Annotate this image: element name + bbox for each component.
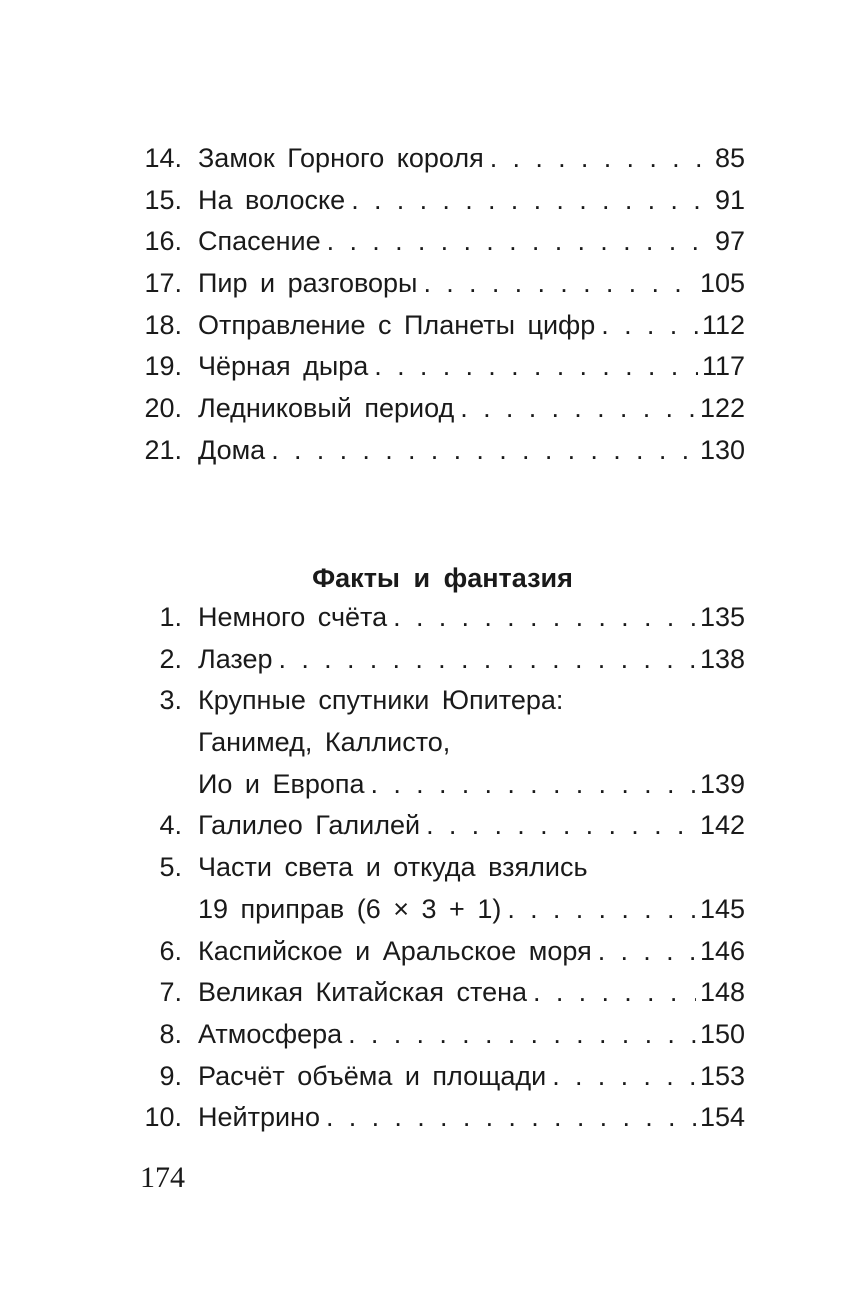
entry-title: Атмосфера [198, 1018, 343, 1049]
toc-entry-continuation [140, 722, 745, 764]
entry-title: Замок Горного короля [198, 143, 484, 173]
entry-number: 17. [144, 268, 182, 299]
entry-page: 97 [714, 226, 745, 257]
dot-leader [327, 221, 711, 263]
toc-entry [140, 1056, 745, 1098]
entry-title: Великая Китайская стена [198, 977, 528, 1008]
entry-page: 122 [699, 393, 745, 424]
entry-page: 117 [701, 351, 745, 382]
dot-leader [490, 138, 711, 180]
entry-page: 150 [699, 1018, 745, 1049]
toc-entry [140, 138, 745, 180]
entry-number: 21. [144, 434, 182, 465]
dot-leader [426, 805, 696, 847]
entry-title: Немного счёта [198, 602, 388, 632]
dot-leader [552, 1056, 696, 1098]
entry-title: Нейтрино [198, 1102, 320, 1133]
dot-leader [326, 1097, 696, 1139]
entry-page: 138 [699, 643, 745, 674]
entry-number: 14. [144, 143, 182, 173]
entry-number: 8. [159, 1018, 182, 1049]
entry-title-line: Ганимед, Каллисто, [198, 727, 451, 758]
entry-number: 6. [159, 935, 182, 966]
entry-title: На волоске [198, 184, 346, 215]
entry-title: Чёрная дыра [198, 351, 369, 382]
dot-leader [460, 388, 696, 430]
entry-title: Расчёт объёма и площади [198, 1060, 547, 1091]
toc-entry-continuation [140, 889, 745, 931]
entry-number: 9. [159, 1060, 182, 1091]
toc-entry [140, 221, 745, 263]
entry-title: Лазер [198, 643, 273, 674]
dot-leader [348, 1014, 696, 1056]
entry-page: 148 [699, 977, 745, 1008]
entry-number: 20. [144, 393, 182, 424]
dot-leader [279, 639, 696, 681]
entry-page: 85 [714, 143, 745, 173]
dot-leader [598, 931, 696, 973]
entry-number: 10. [144, 1102, 182, 1133]
section-title: Факты и фантазия [312, 563, 573, 593]
entry-title: Ледниковый период [198, 393, 455, 424]
toc-entry [140, 972, 745, 1014]
toc-entry [140, 263, 745, 305]
entry-title: Пир и разговоры [198, 268, 418, 299]
entry-title-line: 19 приправ (6 × 3 + 1) [198, 893, 502, 924]
toc-entry [140, 931, 745, 973]
dot-leader [351, 180, 711, 222]
toc-entry [140, 180, 745, 222]
toc-entry [140, 847, 745, 889]
entry-title: Отправление с Планеты цифр [198, 309, 596, 340]
entry-number: 15. [144, 184, 182, 215]
entry-page: 91 [714, 184, 745, 215]
toc-entry [140, 346, 745, 388]
entry-page: 145 [699, 893, 745, 924]
entry-title-line: Ио и Европа [198, 768, 365, 799]
entry-page: 139 [699, 768, 745, 799]
entry-title: Дома [198, 434, 266, 465]
toc-entry [140, 597, 745, 639]
entry-number: 1. [159, 602, 182, 632]
page-number: 174 [140, 1161, 185, 1194]
dot-leader [374, 346, 698, 388]
entry-number: 19. [144, 351, 182, 382]
toc-entry-continuation [140, 764, 745, 806]
toc-entry [140, 680, 745, 722]
entry-title: Каспийское и Аральское моря [198, 935, 592, 966]
toc-entry [140, 430, 745, 472]
toc-entry [140, 1097, 745, 1139]
toc-entry [140, 639, 745, 681]
dot-leader [423, 263, 695, 305]
entry-title-line: Части света и откуда взялись [198, 852, 588, 883]
dot-leader [507, 889, 696, 931]
entry-number: 18. [144, 309, 182, 340]
entry-number: 2. [159, 643, 182, 674]
entry-title: Спасение [198, 226, 321, 257]
entry-number: 3. [159, 685, 182, 716]
toc-entry [140, 805, 745, 847]
toc-entry [140, 305, 745, 347]
entry-number: 16. [144, 226, 182, 257]
entry-title-line: Крупные спутники Юпитера: [198, 685, 564, 716]
entry-page: 112 [701, 309, 745, 340]
entry-page: 146 [699, 935, 745, 966]
toc-list-bottom [140, 597, 745, 1139]
entry-page: 142 [699, 810, 745, 841]
toc-entry [140, 1014, 745, 1056]
dot-leader [601, 305, 698, 347]
dot-leader [271, 430, 696, 472]
entry-page: 153 [699, 1060, 745, 1091]
entry-page: 105 [699, 268, 745, 299]
toc-list-top [140, 138, 745, 472]
entry-page: 135 [699, 602, 745, 632]
entry-number: 7. [159, 977, 182, 1008]
dot-leader [533, 972, 696, 1014]
entry-page: 154 [699, 1102, 745, 1133]
entry-number: 4. [159, 810, 182, 841]
entry-number: 5. [159, 852, 182, 883]
entry-title: Галилео Галилей [198, 810, 421, 841]
entry-page: 130 [699, 434, 745, 465]
toc-entry [140, 388, 745, 430]
dot-leader [393, 597, 696, 639]
dot-leader [371, 764, 696, 806]
